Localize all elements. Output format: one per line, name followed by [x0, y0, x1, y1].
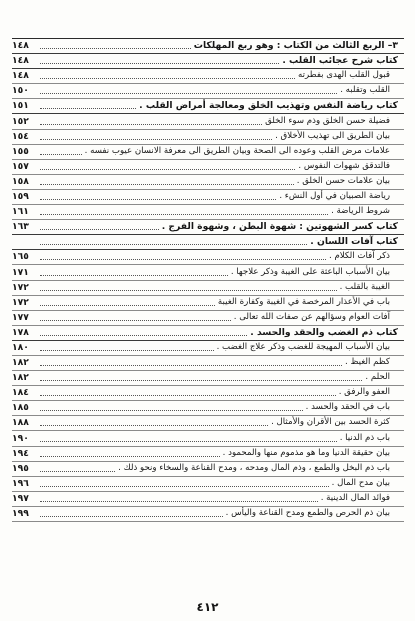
- toc-entry-row: [12, 175, 404, 190]
- leader-dots: [40, 198, 276, 200]
- leader-dots: [40, 289, 337, 291]
- toc-entry-row: [12, 386, 404, 401]
- toc-entry-title: علامات مرض القلب وعوده الى الصحة وبيان الطريق الى معرفة الانسان عيوب نفسه .: [84, 145, 390, 156]
- toc-entry-title: آفات العوام وسؤالهم عن صفات الله تعالى .: [233, 311, 390, 322]
- toc-entry-title: كتاب كسر الشهوتين : شهوة البطن ، وشهوة الفرج .: [161, 221, 398, 233]
- toc-entry-row: [12, 311, 404, 326]
- leader-dots: [40, 334, 247, 336]
- toc-entry-title: بيان علامات حسن الخلق .: [296, 175, 390, 186]
- toc-entry-page: ١٦٥: [12, 251, 29, 263]
- toc-entry-title: كتاب آفات اللسان .: [310, 236, 398, 248]
- leader-dots: [40, 123, 262, 125]
- toc-entry-page: ١٨٥: [12, 402, 29, 414]
- toc-entry-title: باب ذم الدنيا .: [339, 432, 390, 443]
- toc-entry-row: [12, 492, 404, 507]
- toc-entry-title: كتاب رياضة النفس وتهذيب الخلق ومعالجة أمراض القلب .: [139, 100, 398, 112]
- toc-entry-title: بيان الأسباب الباعثة على الغيبة وذكر علاجها .: [230, 266, 390, 277]
- toc-entry-row: [12, 250, 404, 265]
- leader-dots: [40, 243, 307, 245]
- toc-entry-row: [12, 130, 404, 145]
- leader-dots: [40, 440, 337, 442]
- toc-heading-row: [12, 326, 404, 341]
- leader-dots: [40, 92, 337, 94]
- toc-entry-title: فوائد المال الدينية .: [320, 492, 390, 503]
- toc-entry-row: [12, 401, 404, 416]
- toc-entry-title: بيان الطريق الى تهذيب الأخلاق .: [275, 130, 390, 141]
- leader-dots: [40, 153, 82, 155]
- toc-entry-title: ذكر آفات الكلام .: [329, 251, 390, 262]
- leader-dots: [40, 228, 159, 230]
- leader-dots: [40, 409, 303, 411]
- toc-entry-page: ١٥٤: [12, 130, 29, 142]
- toc-heading-row: [12, 235, 404, 250]
- toc-entry-page: ١٧٢: [12, 296, 29, 308]
- toc-entry-row: [12, 84, 404, 99]
- toc-entry-title: الغيبة بالقلب .: [339, 281, 390, 292]
- toc-entry-title: بيان ذم الحرص والطمع ومدح القناعة واليأس .: [225, 508, 390, 518]
- toc-entry-page: ١٧٢: [12, 281, 29, 293]
- toc-entry-row: [12, 447, 404, 462]
- leader-dots: [40, 47, 191, 49]
- toc-entry-title: كتاب ذم الغضب والحقد والحسد .: [250, 326, 398, 338]
- toc-entry-title: قبول القلب الهدى بفطرته: [298, 70, 390, 81]
- toc-heading-row: [12, 220, 404, 235]
- toc-entry-row: [12, 114, 404, 129]
- leader-dots: [40, 107, 136, 109]
- leader-dots: [40, 515, 223, 517]
- toc-entry-page: ١٩٩: [12, 508, 29, 519]
- toc-entry-title: كثرة الحسد بين الأقران والأمثال .: [271, 417, 390, 428]
- toc-entry-row: [12, 190, 404, 205]
- toc-entry-page: ١٥٠: [12, 85, 29, 97]
- leader-dots: [40, 455, 220, 457]
- table-of-contents: [12, 38, 404, 522]
- toc-entry-page: ١٤٨: [12, 55, 29, 67]
- toc-heading-row: [12, 54, 404, 69]
- leader-dots: [40, 168, 295, 170]
- toc-entry-row: [12, 160, 404, 175]
- toc-entry-title: باب في الحقد والحسد .: [305, 402, 390, 413]
- leader-dots: [40, 258, 326, 260]
- toc-entry-page: ١٤٨: [12, 40, 29, 52]
- leader-dots: [40, 183, 294, 185]
- toc-entry-page: ١٩٤: [12, 447, 29, 459]
- toc-entry-title: كظم الغيظ .: [345, 357, 390, 368]
- toc-entry-row: [12, 145, 404, 160]
- toc-entry-row: [12, 371, 404, 386]
- toc-entry-title: بيان حقيقة الدنيا وما هو مذموم منها والمحمود .: [222, 447, 390, 458]
- toc-heading-row: [12, 39, 404, 54]
- toc-entry-row: [12, 462, 404, 477]
- toc-entry-page: ١٩٦: [12, 477, 29, 489]
- toc-entry-page: ١٥٢: [12, 115, 29, 127]
- leader-dots: [40, 379, 362, 381]
- toc-entry-row: [12, 341, 404, 356]
- toc-entry-title: باب ذم البخل والطمع ، وذم المال ومدحه ، ومدح القناعة والسخاء ونحو ذلك .: [118, 462, 390, 473]
- toc-entry-row: [12, 296, 404, 311]
- toc-entry-title: العفو والرفق .: [338, 387, 390, 398]
- toc-entry-row: [12, 431, 404, 446]
- toc-entry-page: ١٤٨: [12, 70, 29, 82]
- toc-entry-page: ١٧٨: [12, 326, 29, 338]
- leader-dots: [40, 500, 318, 502]
- toc-entry-page: ١٦١: [12, 206, 29, 218]
- toc-entry-page: ١٧٧: [12, 311, 29, 323]
- leader-dots: [40, 394, 336, 396]
- toc-entry-title: باب في الأعذار المرخصة في الغيبة وكفارة الغيبة: [217, 296, 390, 307]
- leader-dots: [40, 62, 279, 64]
- toc-entry-row: [12, 205, 404, 220]
- toc-entry-page: ١٨٢: [12, 357, 29, 369]
- toc-entry-title: بيان مدح المال .: [331, 477, 390, 488]
- leader-dots: [40, 304, 215, 306]
- toc-entry-row: [12, 265, 404, 280]
- toc-entry-page: ١٩٠: [12, 432, 29, 444]
- toc-entry-title: شروط الرياضة .: [331, 206, 390, 217]
- toc-entry-row: [12, 356, 404, 371]
- toc-entry-row: [12, 69, 404, 84]
- toc-entry-row: [12, 477, 404, 492]
- leader-dots: [40, 319, 231, 321]
- toc-entry-page: ١٨٠: [12, 341, 29, 353]
- toc-entry-page: ١٦٣: [12, 221, 29, 233]
- toc-entry-row: [12, 507, 404, 522]
- leader-dots: [40, 349, 214, 351]
- toc-entry-page: ١٥٧: [12, 160, 29, 172]
- leader-dots: [40, 364, 342, 366]
- toc-entry-page: ١٨٢: [12, 372, 29, 384]
- toc-entry-page: ١٨٤: [12, 387, 29, 399]
- toc-entry-title: فضيلة حسن الخلق وذم سوء الخلق: [265, 115, 390, 126]
- toc-entry-title: ٣– الربع الثالث من الكتاب : وهو ربع المهلكات: [193, 40, 398, 52]
- leader-dots: [40, 485, 329, 487]
- toc-entry-title: رياضة الصبيان في أول النشء .: [279, 191, 390, 202]
- leader-dots: [40, 138, 272, 140]
- leader-dots: [40, 470, 115, 472]
- toc-entry-title: بيان الأسباب المهيجة للغضب وذكر علاج الغضب .: [216, 341, 390, 352]
- leader-dots: [40, 424, 268, 426]
- leader-dots: [40, 77, 295, 79]
- toc-entry-page: ١٥٩: [12, 191, 29, 203]
- page-number: ٤١٢: [196, 600, 219, 614]
- toc-entry-title: كتاب شرح عجائب القلب .: [282, 55, 398, 67]
- toc-entry-page: ١٩٥: [12, 462, 29, 474]
- toc-entry-title: القلب وتقلبه .: [340, 85, 390, 96]
- toc-entry-page: ١٥٥: [12, 145, 29, 157]
- toc-entry-title: فالتدقق شهوات النفوس .: [298, 160, 390, 171]
- leader-dots: [40, 274, 228, 276]
- toc-heading-row: [12, 99, 404, 114]
- toc-entry-page: ١٧١: [12, 266, 29, 278]
- toc-entry-title: الحلم .: [365, 372, 390, 383]
- leader-dots: [40, 213, 328, 215]
- toc-entry-page: ١٥٨: [12, 175, 29, 187]
- toc-entry-page: ١٩٧: [12, 492, 29, 504]
- toc-entry-page: ١٥١: [12, 100, 29, 112]
- toc-entry-page: ١٨٨: [12, 417, 29, 429]
- toc-entry-row: [12, 281, 404, 296]
- toc-entry-row: [12, 416, 404, 431]
